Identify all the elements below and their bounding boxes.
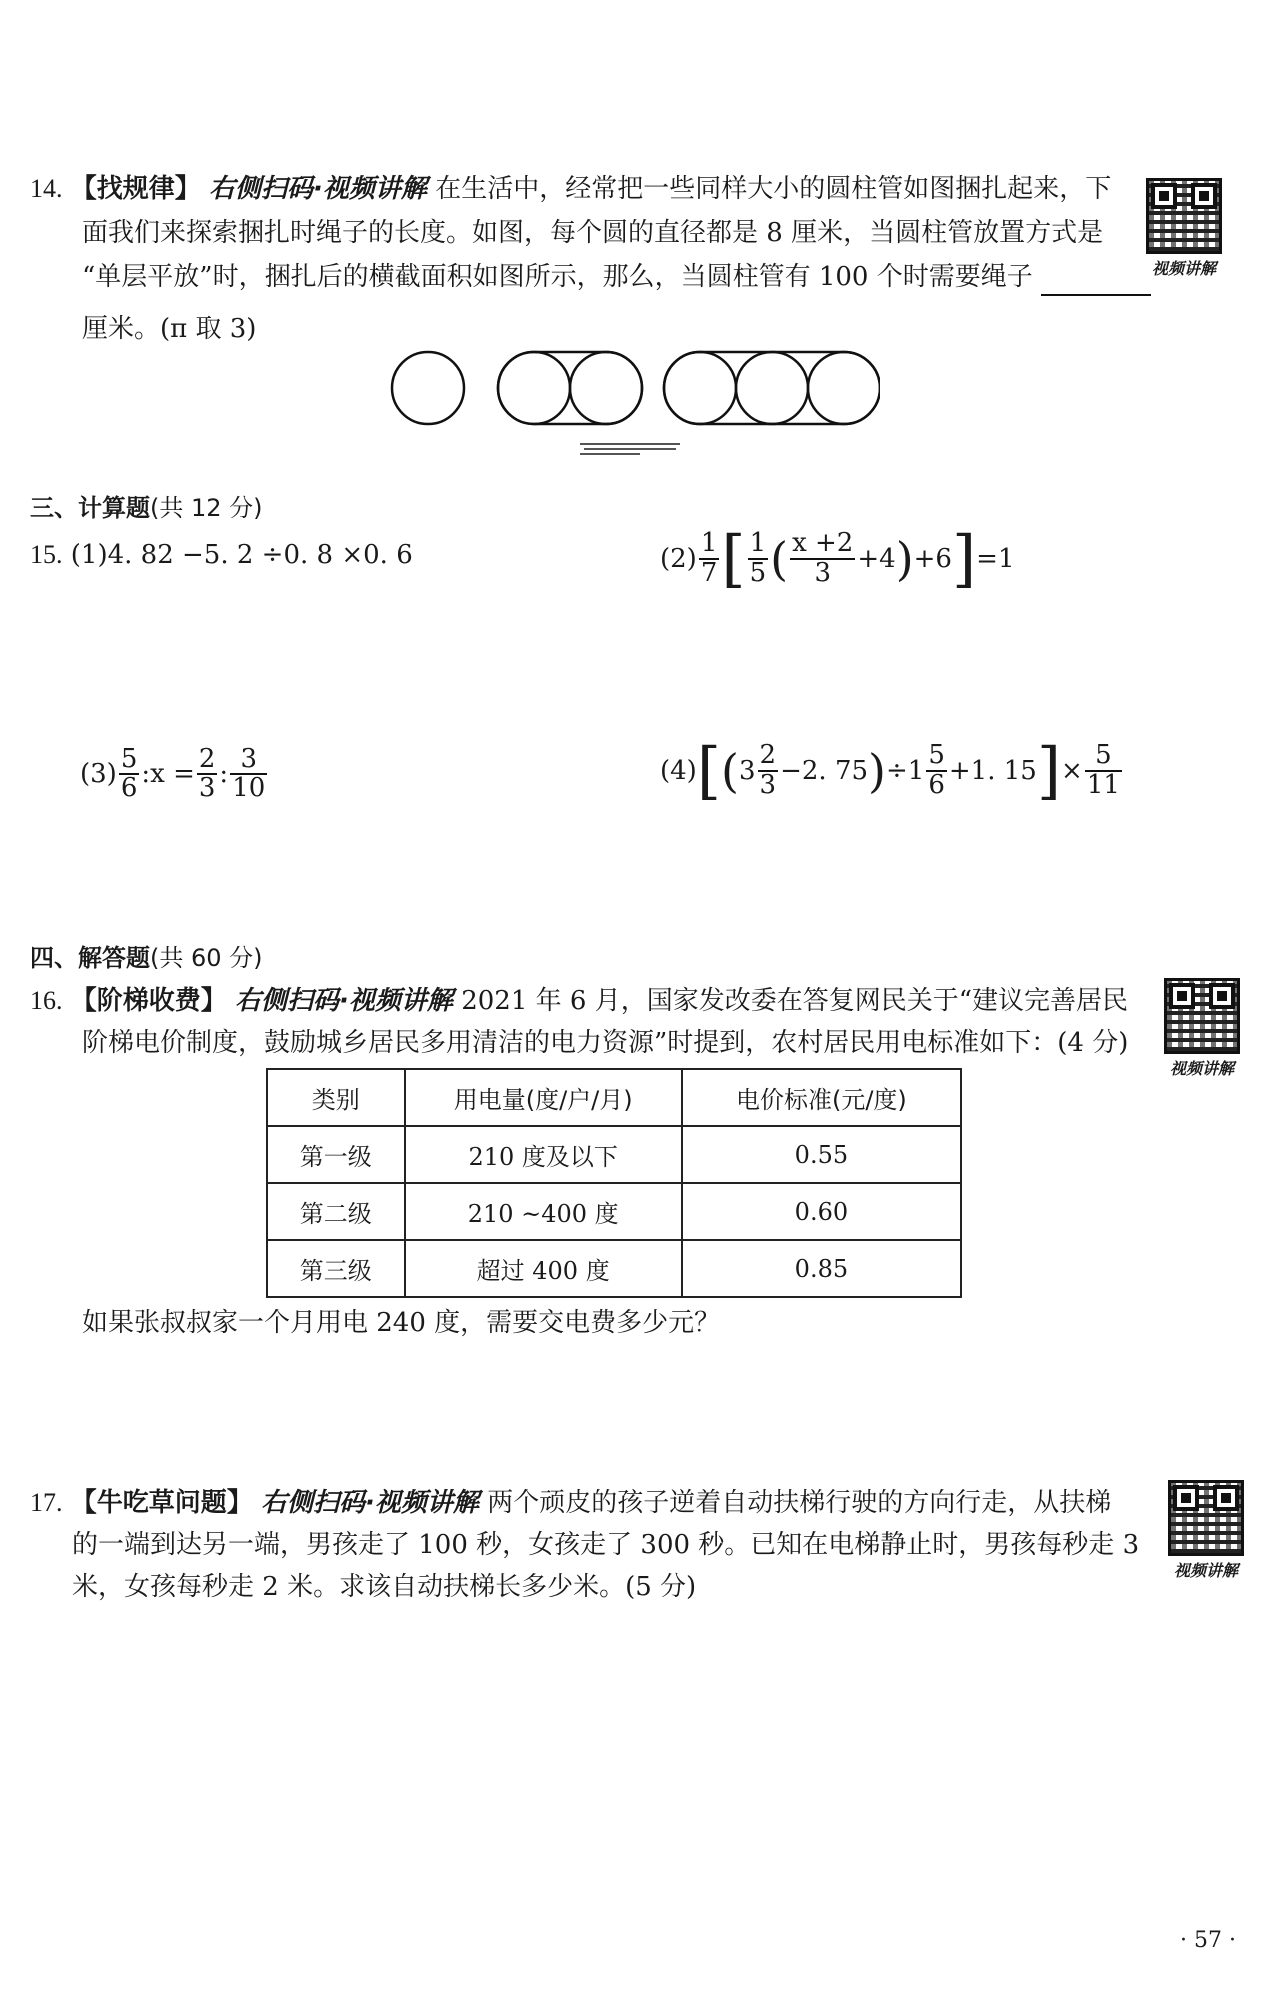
q17-text-3: 米，女孩每秒走 2 米。求该自动扶梯长多少米。(5 分) — [72, 1572, 697, 1602]
q15-3-mid: :x = — [141, 759, 195, 790]
q15-part-1 — [30, 536, 413, 574]
q15-4-frac-a: $\frac{2}{3}$ — [759, 740, 777, 800]
table-row — [267, 1126, 961, 1183]
q14-text-2: 面我们来探索捆扎时绳子的长度。如图，每个圆的直径都是 8 厘米，当圆柱管放置方式是 — [82, 218, 1104, 248]
section-4-heading — [30, 938, 263, 973]
table-header-row — [267, 1069, 961, 1126]
table-cell: 210 ~400 度 — [405, 1183, 682, 1240]
table-cell: 超过 400 度 — [405, 1240, 682, 1297]
q16-qr-code[interactable] — [1164, 978, 1240, 1054]
q16-text-2: 阶梯电价制度，鼓励城乡居民多用清洁的电力资源”时提到，农村居民用电标准如下：(4 分) — [82, 1028, 1129, 1058]
q15-3-frac-c: $\frac{3}{10}$ — [232, 744, 266, 804]
q17-hint: 右侧扫码·视频讲解 — [261, 1488, 479, 1518]
q15-2-label: (2) — [660, 543, 697, 574]
q17-number: 17. — [30, 1488, 63, 1517]
q15-expr-1: (1)4. 82 −5. 2 ÷0. 8 ×0. 6 — [70, 540, 413, 570]
q15-4-div: ÷1 — [886, 755, 925, 786]
q16-question: 如果张叔叔家一个月用电 240 度，需要交电费多少元？ — [82, 1308, 721, 1338]
q15-4-label: (4) — [660, 755, 697, 786]
q15-3-frac-b: $\frac{2}{3}$ — [198, 744, 216, 804]
q15-2-paren-open: ( — [770, 531, 789, 586]
q14-text-1: 在生活中，经常把一些同样大小的圆柱管如图捆扎起来，下 — [435, 174, 1112, 204]
figure-scan-mark — [580, 444, 680, 454]
q14-text-4: 厘米。(π 取 3) — [82, 314, 257, 344]
q15-4-paren-close: ) — [868, 743, 886, 798]
q15-2-frac-3: $\frac{x +2}{3}$ — [792, 528, 854, 588]
q16-hint: 右侧扫码·视频讲解 — [235, 986, 453, 1016]
q15-4-paren-open: ( — [721, 743, 739, 798]
q15-3-label: (3) — [80, 759, 117, 790]
q17-tag: 【牛吃草问题】 — [70, 1488, 253, 1518]
section-3-score: (共 12 分) — [150, 494, 263, 522]
q15-2-frac-2: $\frac{1}{5}$ — [749, 528, 767, 588]
q15-3-frac-a: $\frac{5}{6}$ — [120, 744, 138, 804]
q17-text-2: 的一端到达另一端，男孩走了 100 秒，女孩走了 300 秒。已知在电梯静止时，男孩每秒走 3 — [72, 1530, 1140, 1560]
q16-tag: 【阶梯收费】 — [70, 986, 227, 1016]
q17-line-1 — [30, 1484, 1111, 1522]
page-number: · 57 · — [1180, 1928, 1236, 1953]
table-cell: 0.60 — [682, 1183, 961, 1240]
section-4-score: (共 60 分) — [150, 944, 263, 972]
table-cell: 0.55 — [682, 1126, 961, 1183]
q15-4-add: +1. 15 — [948, 755, 1037, 786]
cylinder-bundles-figure — [380, 348, 880, 468]
q15-number: 15. — [30, 540, 63, 569]
q16-text-1: 2021 年 6 月，国家发改委在答复网民关于“建议完善居民 — [461, 986, 1128, 1016]
q17-text-1: 两个顽皮的孩子逆着自动扶梯行驶的方向行走，从扶梯 — [487, 1488, 1112, 1518]
q17-qr-caption: 视频讲解 — [1173, 1561, 1238, 1580]
q15-4-sub: −2. 75 — [780, 755, 869, 786]
q16-qr-caption: 视频讲解 — [1169, 1059, 1234, 1078]
q15-4-whole: 3 — [739, 755, 756, 786]
q15-3-colon: : — [219, 759, 229, 790]
q15-part-4 — [660, 734, 1124, 807]
q15-4-mul: × — [1061, 755, 1083, 786]
table-cell: 第三级 — [267, 1240, 405, 1297]
table-cell: 0.85 — [682, 1240, 961, 1297]
q15-2-bracket-open: [ — [721, 522, 746, 595]
q16-line-1 — [30, 982, 1128, 1020]
q15-part-3 — [80, 746, 269, 803]
table-cell: 第二级 — [267, 1183, 405, 1240]
q15-part-2 — [660, 522, 1015, 595]
table-cell: 210 度及以下 — [405, 1126, 682, 1183]
q15-2-plus-4: +4 — [857, 543, 896, 574]
q15-2-paren-close: ) — [895, 531, 914, 586]
q15-2-frac-1: $\frac{1}{7}$ — [700, 528, 718, 588]
q14-qr-code[interactable] — [1146, 178, 1222, 254]
q15-2-plus-6: +6 — [913, 543, 952, 574]
table-cell: 第一级 — [267, 1126, 405, 1183]
table-header: 类别 — [267, 1069, 405, 1126]
q15-4-frac-c: $\frac{5}{11}$ — [1086, 740, 1120, 800]
section-3-title: 三、计算题 — [30, 494, 150, 522]
q15-2-equals: =1 — [976, 543, 1015, 574]
q15-4-bracket-close: ] — [1036, 734, 1062, 807]
q15-2-bracket-close: ] — [951, 522, 977, 595]
bundle-three-circles — [664, 352, 880, 424]
bundle-1-circle — [392, 352, 464, 424]
section-3-heading — [30, 488, 263, 523]
table-row — [267, 1183, 961, 1240]
electricity-price-table — [266, 1068, 962, 1298]
q16-number: 16. — [30, 986, 63, 1015]
table-row — [267, 1240, 961, 1297]
q14-hint: 右侧扫码·视频讲解 — [209, 174, 427, 204]
bundle-two-circles — [498, 352, 642, 424]
q14-number: 14. — [30, 174, 63, 203]
q14-qr-caption: 视频讲解 — [1151, 259, 1216, 278]
table-header: 电价标准(元/度) — [682, 1069, 961, 1126]
q15-4-bracket-open: [ — [696, 734, 722, 807]
q15-4-frac-b: $\frac{5}{6}$ — [928, 740, 945, 800]
q14-line-1 — [30, 170, 1111, 208]
q14-text-3: “单层平放”时，捆扎后的横截面积如图所示，那么，当圆柱管有 100 个时需要绳子 — [82, 262, 1033, 292]
q14-line-3 — [82, 258, 1151, 296]
table-header: 用电量(度/户/月) — [405, 1069, 682, 1126]
q17-qr-code[interactable] — [1168, 1480, 1244, 1556]
section-4-title: 四、解答题 — [30, 944, 150, 972]
bundle-one-circle — [392, 352, 464, 424]
q14-tag: 【找规律】 — [70, 174, 201, 204]
